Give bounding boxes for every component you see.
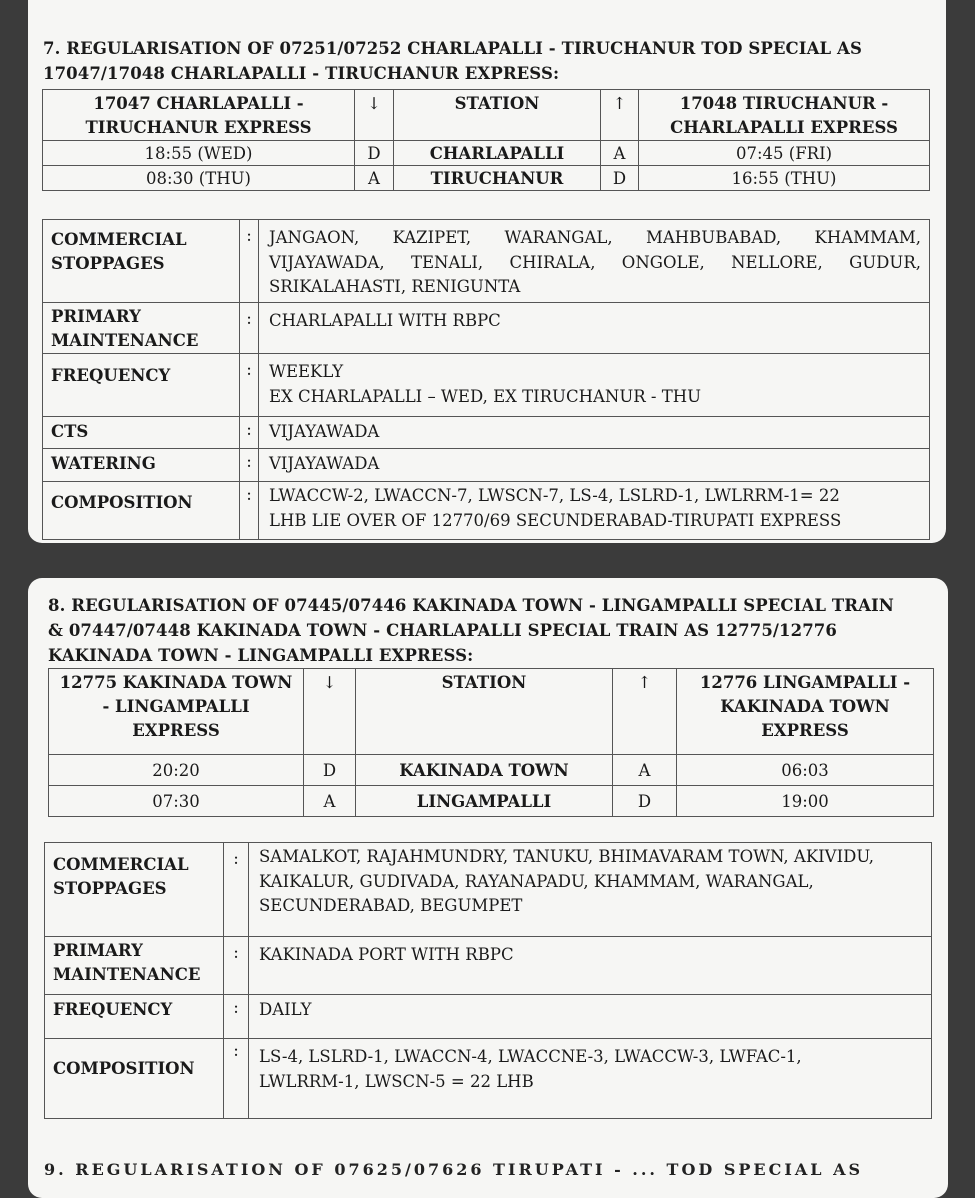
tt7-col-up (43, 90, 355, 141)
tt8-col-up-l2: - LINGAMPALLI (102, 697, 250, 716)
up-time: 07:30 (49, 786, 304, 817)
composition-value (249, 1039, 932, 1119)
arrow-up-icon: ↑ (601, 90, 639, 141)
value-line: SECUNDERABAD, BEGUMPET (259, 896, 523, 915)
arrow-down-icon: ↓ (355, 90, 394, 141)
section-8-title (48, 593, 894, 668)
table-row (43, 354, 930, 417)
tt7-col-dn-l1: 17048 TIRUCHANUR - (679, 94, 889, 113)
maintenance-label (43, 303, 240, 354)
maintenance-label (45, 937, 224, 995)
section-8-timetable (48, 668, 934, 817)
value-line: SAMALKOT, RAJAHMUNDRY, TANUKU, BHIMAVARAM TOWN, AKIVIDU, (259, 847, 874, 866)
tt8-col-up-l1: 12775 KAKINADA TOWN (59, 673, 293, 692)
up-time: 08:30 (THU) (43, 166, 355, 191)
tt7-col-dn-l2: CHARLAPALLI EXPRESS (670, 118, 898, 137)
label-line: STOPPAGES (51, 254, 165, 273)
table-row (43, 417, 930, 449)
value-line: JANGAON, KAZIPET, WARANGAL, MAHBUBABAD, KHAMMAM, (269, 228, 921, 247)
table-row (43, 166, 930, 191)
value-line: WEEKLY (269, 362, 344, 381)
dn-flag: D (601, 166, 639, 191)
frequency-label: FREQUENCY (43, 354, 240, 417)
watering-label: WATERING (43, 449, 240, 482)
up-flag: D (355, 141, 394, 166)
tt8-col-dn-l3: EXPRESS (761, 721, 849, 740)
colon: : (240, 303, 259, 354)
composition-value (259, 482, 930, 540)
dn-flag: D (613, 786, 677, 817)
section-7-title-line1: 7. REGULARISATION OF 07251/07252 CHARLAPALLI - TIRUCHANUR TOD SPECIAL AS (43, 39, 862, 58)
label-line: COMMERCIAL (53, 855, 189, 874)
colon: : (240, 354, 259, 417)
arrow-down-icon: ↓ (304, 669, 356, 755)
section-8-details (44, 842, 932, 1119)
frequency-value (259, 354, 930, 417)
tt8-col-dn-l1: 12776 LINGAMPALLI - (699, 673, 911, 692)
tt7-col-up-l2: TIRUCHANUR EXPRESS (85, 118, 312, 137)
value-line: KAIKALUR, GUDIVADA, RAYANAPADU, KHAMMAM, WARANGAL, (259, 871, 814, 891)
table-row (49, 755, 934, 786)
section-7-card (28, 0, 946, 543)
dn-time: 16:55 (THU) (639, 166, 930, 191)
table-row (43, 449, 930, 482)
frequency-value: DAILY (249, 995, 932, 1039)
composition-label: COMPOSITION (45, 1039, 224, 1119)
stoppages-value (259, 220, 930, 303)
value-line: LS-4, LSLRD-1, LWACCN-4, LWACCNE-3, LWACCW-3, LWFAC-1, (259, 1047, 802, 1066)
section-8-title-line1: 8. REGULARISATION OF 07445/07446 KAKINADA TOWN - LINGAMPALLI SPECIAL TRAIN (48, 596, 894, 615)
watering-value: VIJAYAWADA (259, 449, 930, 482)
value-line: LHB LIE OVER OF 12770/69 SECUNDERABAD-TIRUPATI EXPRESS (269, 510, 842, 530)
section-7-title (43, 37, 862, 86)
colon: : (224, 843, 249, 937)
tt7-col-up-l1: 17047 CHARLAPALLI - (93, 94, 304, 113)
colon: : (240, 449, 259, 482)
table-row (45, 843, 932, 937)
stoppages-value (249, 843, 932, 937)
section-8-card (28, 578, 948, 1198)
colon: : (224, 995, 249, 1039)
station-name: CHARLAPALLI (394, 141, 601, 166)
stoppages-label (43, 220, 240, 303)
table-row (45, 1039, 932, 1119)
up-time: 18:55 (WED) (43, 141, 355, 166)
up-flag: A (304, 786, 356, 817)
value-line: LWLRRM-1, LWSCN-5 = 22 LHB (259, 1071, 534, 1091)
table-row (43, 141, 930, 166)
composition-label: COMPOSITION (43, 482, 240, 540)
table-row (45, 937, 932, 995)
label-line: COMMERCIAL (51, 230, 187, 249)
label-line: MAINTENANCE (53, 965, 201, 984)
frequency-label: FREQUENCY (45, 995, 224, 1039)
dn-time: 06:03 (677, 755, 934, 786)
tt8-col-dn (677, 669, 934, 755)
dn-flag: A (613, 755, 677, 786)
colon: : (240, 482, 259, 540)
dn-time: 19:00 (677, 786, 934, 817)
table-row (43, 482, 930, 540)
section-8-title-line3: KAKINADA TOWN - LINGAMPALLI EXPRESS: (48, 646, 474, 665)
value-line: LWACCW-2, LWACCN-7, LWSCN-7, LS-4, LSLRD-1, LWLRRM-1= 22 (269, 486, 840, 505)
tt8-col-station: STATION (356, 669, 613, 755)
station-name: TIRUCHANUR (394, 166, 601, 191)
value-line: SRIKALAHASTI, RENIGUNTA (269, 277, 521, 296)
table-row (43, 220, 930, 303)
section-7-title-line2: 17047/17048 CHARLAPALLI - TIRUCHANUR EXPRESS: (43, 63, 560, 83)
section-7-details (42, 219, 930, 540)
section-9-title-fragment: 9. REGULARISATION OF 07625/07626 TIRUPATI - ... TOD SPECIAL AS (44, 1160, 864, 1179)
arrow-up-icon: ↑ (613, 669, 677, 755)
label-line: STOPPAGES (53, 879, 167, 898)
value-line: EX CHARLAPALLI – WED, EX TIRUCHANUR - THU (269, 386, 702, 406)
tt7-col-dn (639, 90, 930, 141)
table-row (45, 995, 932, 1039)
label-line: MAINTENANCE (51, 331, 199, 350)
dn-time: 07:45 (FRI) (639, 141, 930, 166)
section-8-title-line2: & 07447/07448 KAKINADA TOWN - CHARLAPALLI SPECIAL TRAIN AS 12775/12776 (48, 621, 837, 640)
table-row (43, 303, 930, 354)
tt7-col-station: STATION (394, 90, 601, 141)
value-line: VIJAYAWADA, TENALI, CHIRALA, ONGOLE, NELLORE, GUDUR, (269, 252, 921, 272)
table-row (49, 786, 934, 817)
up-flag: A (355, 166, 394, 191)
up-time: 20:20 (49, 755, 304, 786)
label-line: PRIMARY (51, 307, 141, 326)
label-line: PRIMARY (53, 941, 143, 960)
cts-label: CTS (43, 417, 240, 449)
section-7-timetable (42, 89, 930, 191)
maintenance-value: KAKINADA PORT WITH RBPC (249, 937, 932, 995)
colon: : (240, 417, 259, 449)
tt8-col-up (49, 669, 304, 755)
stoppages-label (45, 843, 224, 937)
colon: : (224, 937, 249, 995)
tt8-col-up-l3: EXPRESS (132, 721, 220, 740)
up-flag: D (304, 755, 356, 786)
tt8-col-dn-l2: KAKINADA TOWN (720, 697, 890, 716)
maintenance-value: CHARLAPALLI WITH RBPC (259, 303, 930, 354)
cts-value: VIJAYAWADA (259, 417, 930, 449)
station-name: LINGAMPALLI (356, 786, 613, 817)
colon: : (224, 1039, 249, 1119)
station-name: KAKINADA TOWN (356, 755, 613, 786)
dn-flag: A (601, 141, 639, 166)
colon: : (240, 220, 259, 303)
